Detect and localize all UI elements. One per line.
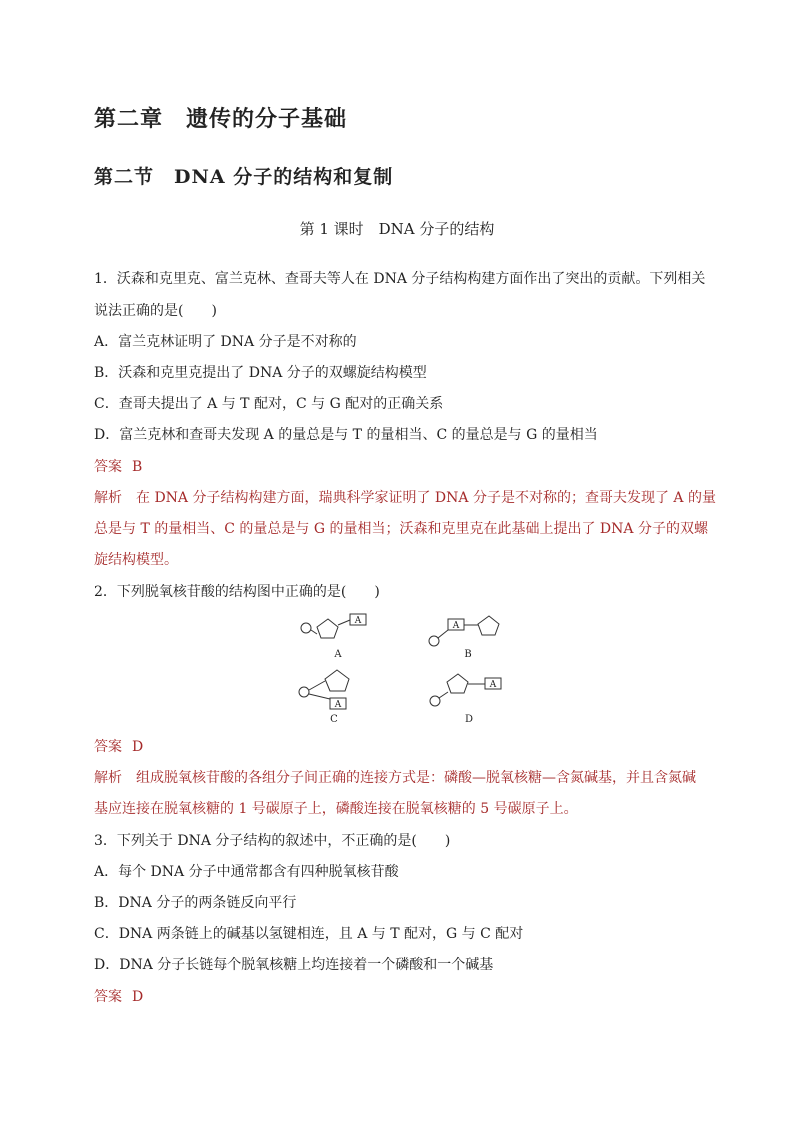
q1-option-c: C．查哥夫提出了 A 与 T 配对，C 与 G 配对的正确关系 — [94, 396, 444, 412]
lesson-title: 第 1 课时 DNA 分子的结构 — [299, 220, 495, 238]
bond-line — [338, 620, 350, 625]
bond-line — [438, 630, 448, 638]
base-letter: A — [452, 621, 460, 631]
figure-option-d — [430, 674, 501, 706]
bond-line — [309, 694, 330, 699]
q2-explanation-line-2: 基应连接在脱氧核糖的 1 号碳原子上，磷酸连接在脱氧核糖的 5 号碳原子上。 — [94, 801, 578, 817]
section-title: 第二节 DNA 分子的结构和复制 — [94, 166, 394, 188]
bond-line — [311, 630, 317, 634]
q2-explanation-line-1 — [94, 767, 696, 787]
nucleotide-structure-figure — [290, 608, 520, 730]
phosphate-circle — [429, 636, 439, 646]
figure-label-b: B — [464, 649, 472, 660]
phosphate-circle — [299, 687, 309, 697]
q1-option-d: D．富兰克林和查哥夫发现 A 的量总是与 T 的量相当、C 的量总是与 G 的量相当 — [94, 427, 598, 443]
q1-stem-line-2: 说法正确的是( ) — [94, 303, 217, 319]
figure-option-b — [429, 616, 499, 646]
bond-line — [309, 681, 325, 690]
base-letter: A — [354, 616, 362, 626]
explanation-text: 在 DNA 分子结构构建方面，瑞典科学家证明了 DNA 分子是不对称的；查哥夫发现了 A 的量 — [136, 490, 716, 506]
chapter-title: 第二章 遗传的分子基础 — [94, 106, 348, 132]
base-letter: A — [334, 700, 342, 710]
q1-explanation-line-3: 旋结构模型。 — [94, 552, 178, 568]
base-letter: A — [489, 680, 497, 690]
q1-explanation-line-1 — [94, 487, 716, 507]
explanation-label: 解析 — [94, 490, 122, 506]
explanation-label: 解析 — [94, 770, 122, 786]
figure-label-a: A — [334, 649, 342, 660]
q3-option-d: D．DNA 分子长链每个脱氧核糖上均连接着一个磷酸和一个碱基 — [94, 957, 494, 973]
bond-line — [439, 692, 448, 698]
q3-option-a: A．每个 DNA 分子中通常都含有四种脱氧核苷酸 — [94, 864, 399, 880]
pentose-pentagon — [325, 670, 349, 691]
q2-answer — [94, 736, 143, 756]
q1-answer — [94, 456, 142, 476]
answer-label: 答案 — [94, 989, 122, 1005]
answer-value: B — [132, 459, 143, 475]
answer-value: D — [132, 739, 144, 755]
q1-explanation-line-2: 总是与 T 的量相当、C 的量总是与 G 的量相当；沃森和克里克在此基础上提出了 DNA 分子的双螺 — [94, 521, 708, 537]
q1-option-a: A．富兰克林证明了 DNA 分子是不对称的 — [94, 334, 357, 350]
answer-label: 答案 — [94, 459, 122, 475]
q1-option-b: B．沃森和克里克提出了 DNA 分子的双螺旋结构模型 — [94, 365, 427, 381]
pentose-pentagon — [317, 619, 338, 638]
q2-stem: 2．下列脱氧核苷酸的结构图中正确的是( ) — [94, 584, 380, 600]
answer-value: D — [132, 989, 144, 1005]
q1-stem-line-1: 1．沃森和克里克、富兰克林、查哥夫等人在 DNA 分子结构构建方面作出了突出的贡献。下列相关 — [94, 271, 706, 287]
phosphate-circle — [301, 623, 311, 633]
figure-label-d: D — [464, 714, 474, 725]
phosphate-circle — [430, 696, 440, 706]
q3-stem: 3．下列关于 DNA 分子结构的叙述中，不正确的是( ) — [94, 833, 451, 849]
pentose-pentagon — [478, 616, 499, 635]
q3-option-c: C．DNA 两条链上的碱基以氢键相连，且 A 与 T 配对，G 与 C 配对 — [94, 926, 524, 942]
q3-answer — [94, 986, 143, 1006]
figure-option-c — [299, 670, 349, 709]
explanation-text: 组成脱氧核苷酸的各组分子间正确的连接方式是：磷酸—脱氧核糖—含氮碱基，并且含氮碱 — [136, 770, 696, 786]
answer-label: 答案 — [94, 739, 122, 755]
figure-label-c: C — [330, 714, 338, 725]
pentose-pentagon — [447, 674, 468, 693]
q3-option-b: B．DNA 分子的两条链反向平行 — [94, 895, 297, 911]
